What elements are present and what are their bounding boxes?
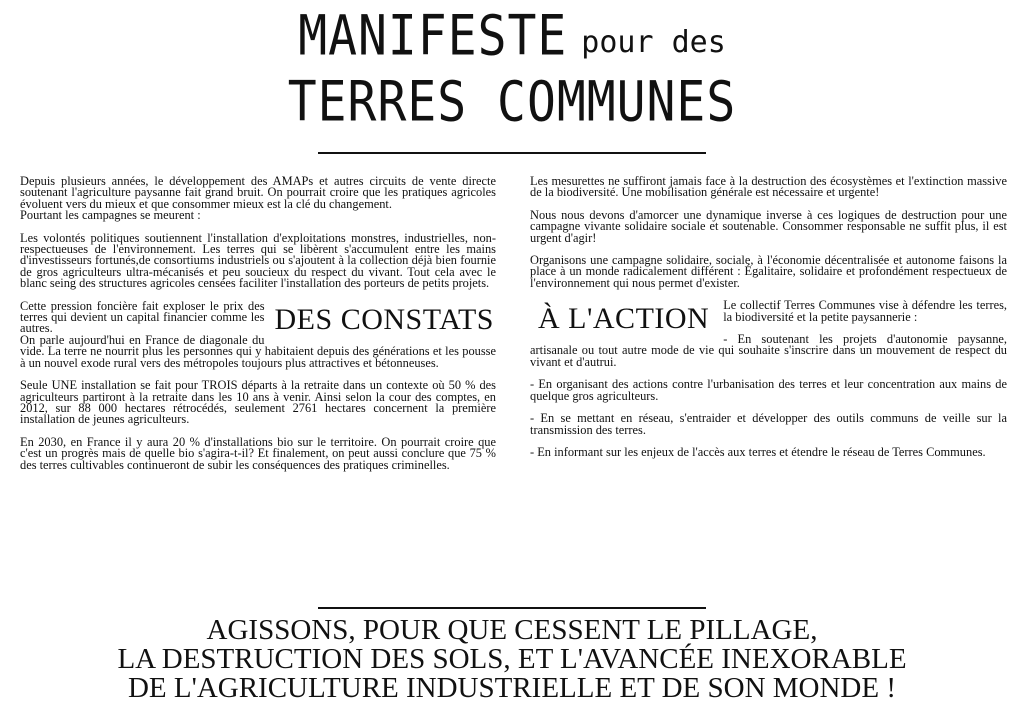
action-bullet: - En informant sur les enjeux de l'accès aux terres et étendre le réseau de Terres Communes.	[530, 444, 986, 459]
right-column	[530, 176, 1007, 469]
bottom-divider	[318, 607, 706, 609]
left-paragraph-1b: Pourtant les campagnes se meurent :	[20, 208, 201, 223]
left-paragraph-4: Seule UNE installation se fait pour TROIS départs à la retraite dans un contexte où 50 % des agriculteurs partiront à la retraite dans les 10 ans à venir. Ainsi selon la cour des comptes, en 2012, sur 88 000 hectares rétrocédés, seulement 2761 hectares concernent la première installation de jeunes agriculteurs.	[20, 378, 496, 427]
right-paragraph-4: Le collectif Terres Communes vise à défendre les terres, la biodiversité et la petite paysannerie :	[723, 298, 1007, 324]
heading-des-constats: DES CONSTATS	[274, 302, 494, 336]
footer-line-3: DE L'AGRICULTURE INDUSTRIELLE ET DE SON MONDE !	[127, 672, 897, 704]
action-bullet: - En se mettant en réseau, s'entraider et développer des outils communs de veille sur la transmission des terres.	[530, 411, 1007, 437]
title-terres-communes: TERRES COMMUNES	[287, 69, 737, 135]
left-paragraph-1: Depuis plusieurs années, le développement des AMAPs et autres circuits de vente directe soutenant l'agriculture paysanne fait grand bruit. On pourrait croire que les pratiques agricoles évoluent vers du mieux et que consommer mieux est la clé du changement.	[20, 174, 496, 211]
footer-line-1: AGISSONS, POUR QUE CESSENT LE PILLAGE,	[206, 614, 818, 646]
title-line-2	[0, 69, 1024, 135]
left-paragraph-3b: On parle aujourd'hui en France de diagonale du vide. La terre ne nourrit plus les personnes qui y habitaient depuis des générations et les pousse à un nouvel exode rural vers des métropoles toujours plus attractives et bétonneuses.	[20, 332, 496, 370]
title-manifeste: MANIFESTE	[298, 3, 568, 69]
footer-slogan	[0, 616, 1024, 703]
right-paragraph-2: Nous nous devons d'amorcer une dynamique inverse à ces logiques de destruction pour une campagne vivante solidaire sociale et soutenable. Consommer responsable ne suffit plus, il est urgent d'agir!	[530, 207, 1007, 245]
action-bullet: - En soutenant les projets d'autonomie paysanne, artisanale ou tout autre mode de vie qui souhaite s'inscrire dans un mouvement de respect du vivant et d'autrui.	[530, 332, 1007, 369]
left-column	[20, 176, 496, 482]
right-paragraph-1: Les mesurettes ne suffiront jamais face à la destruction des écosystèmes et l'extinction massive de la biodiversité. Une mobilisation générale est nécessaire et urgente!	[530, 174, 1007, 200]
left-paragraph-2: Les volontés politiques soutiennent l'installation d'exploitations monstres, industrielles, non-respectueuses de l'environnement. Les terres qui se libèrent s'accumulent entre les mains d'investisseurs fortunés,de consortiums industriels ou s'ajoutent à la collection déjà bien fournie de gros agriculteurs ultra-mécanisés et peu soucieux du respect du vivant. Tout cela avec le blanc seing des structures agricoles censées faciliter l'installation des porteurs de petits projets.	[20, 230, 496, 291]
left-paragraph-5: En 2030, en France il y aura 20 % d'installations bio sur le territoire. On pourrait croire que c'est un progrès mais de quelle bio s'agira-t-il? Et finalement, on peut aussi conclure que 75 % des terres cultivables continueront de subir les conséquences des pratiques criminelles.	[20, 434, 496, 472]
action-bullet: - En organisant des actions contre l'urbanisation des terres et leur concentration aux mains de quelque gros agriculteurs.	[530, 377, 1007, 403]
top-divider	[318, 152, 706, 154]
title-pour-des: pour des	[581, 25, 726, 60]
footer-line-2: LA DESTRUCTION DES SOLS, ET L'AVANCÉE INEXORABLE	[117, 643, 907, 675]
title-line-1	[0, 3, 1024, 69]
heading-a-l-action: À L'ACTION	[538, 302, 710, 336]
left-paragraph-3: Cette pression foncière fait exploser le prix des terres qui devient un capital financier comme les autres.	[20, 298, 265, 336]
right-paragraph-3: Organisons une campagne solidaire, sociale, à l'économie décentralisée et autonome faisons la place à un monde radicalement différent : Égalitaire, solidaire et profondément respectueux de l'environnement qui nous permet d'exister.	[530, 253, 1007, 290]
